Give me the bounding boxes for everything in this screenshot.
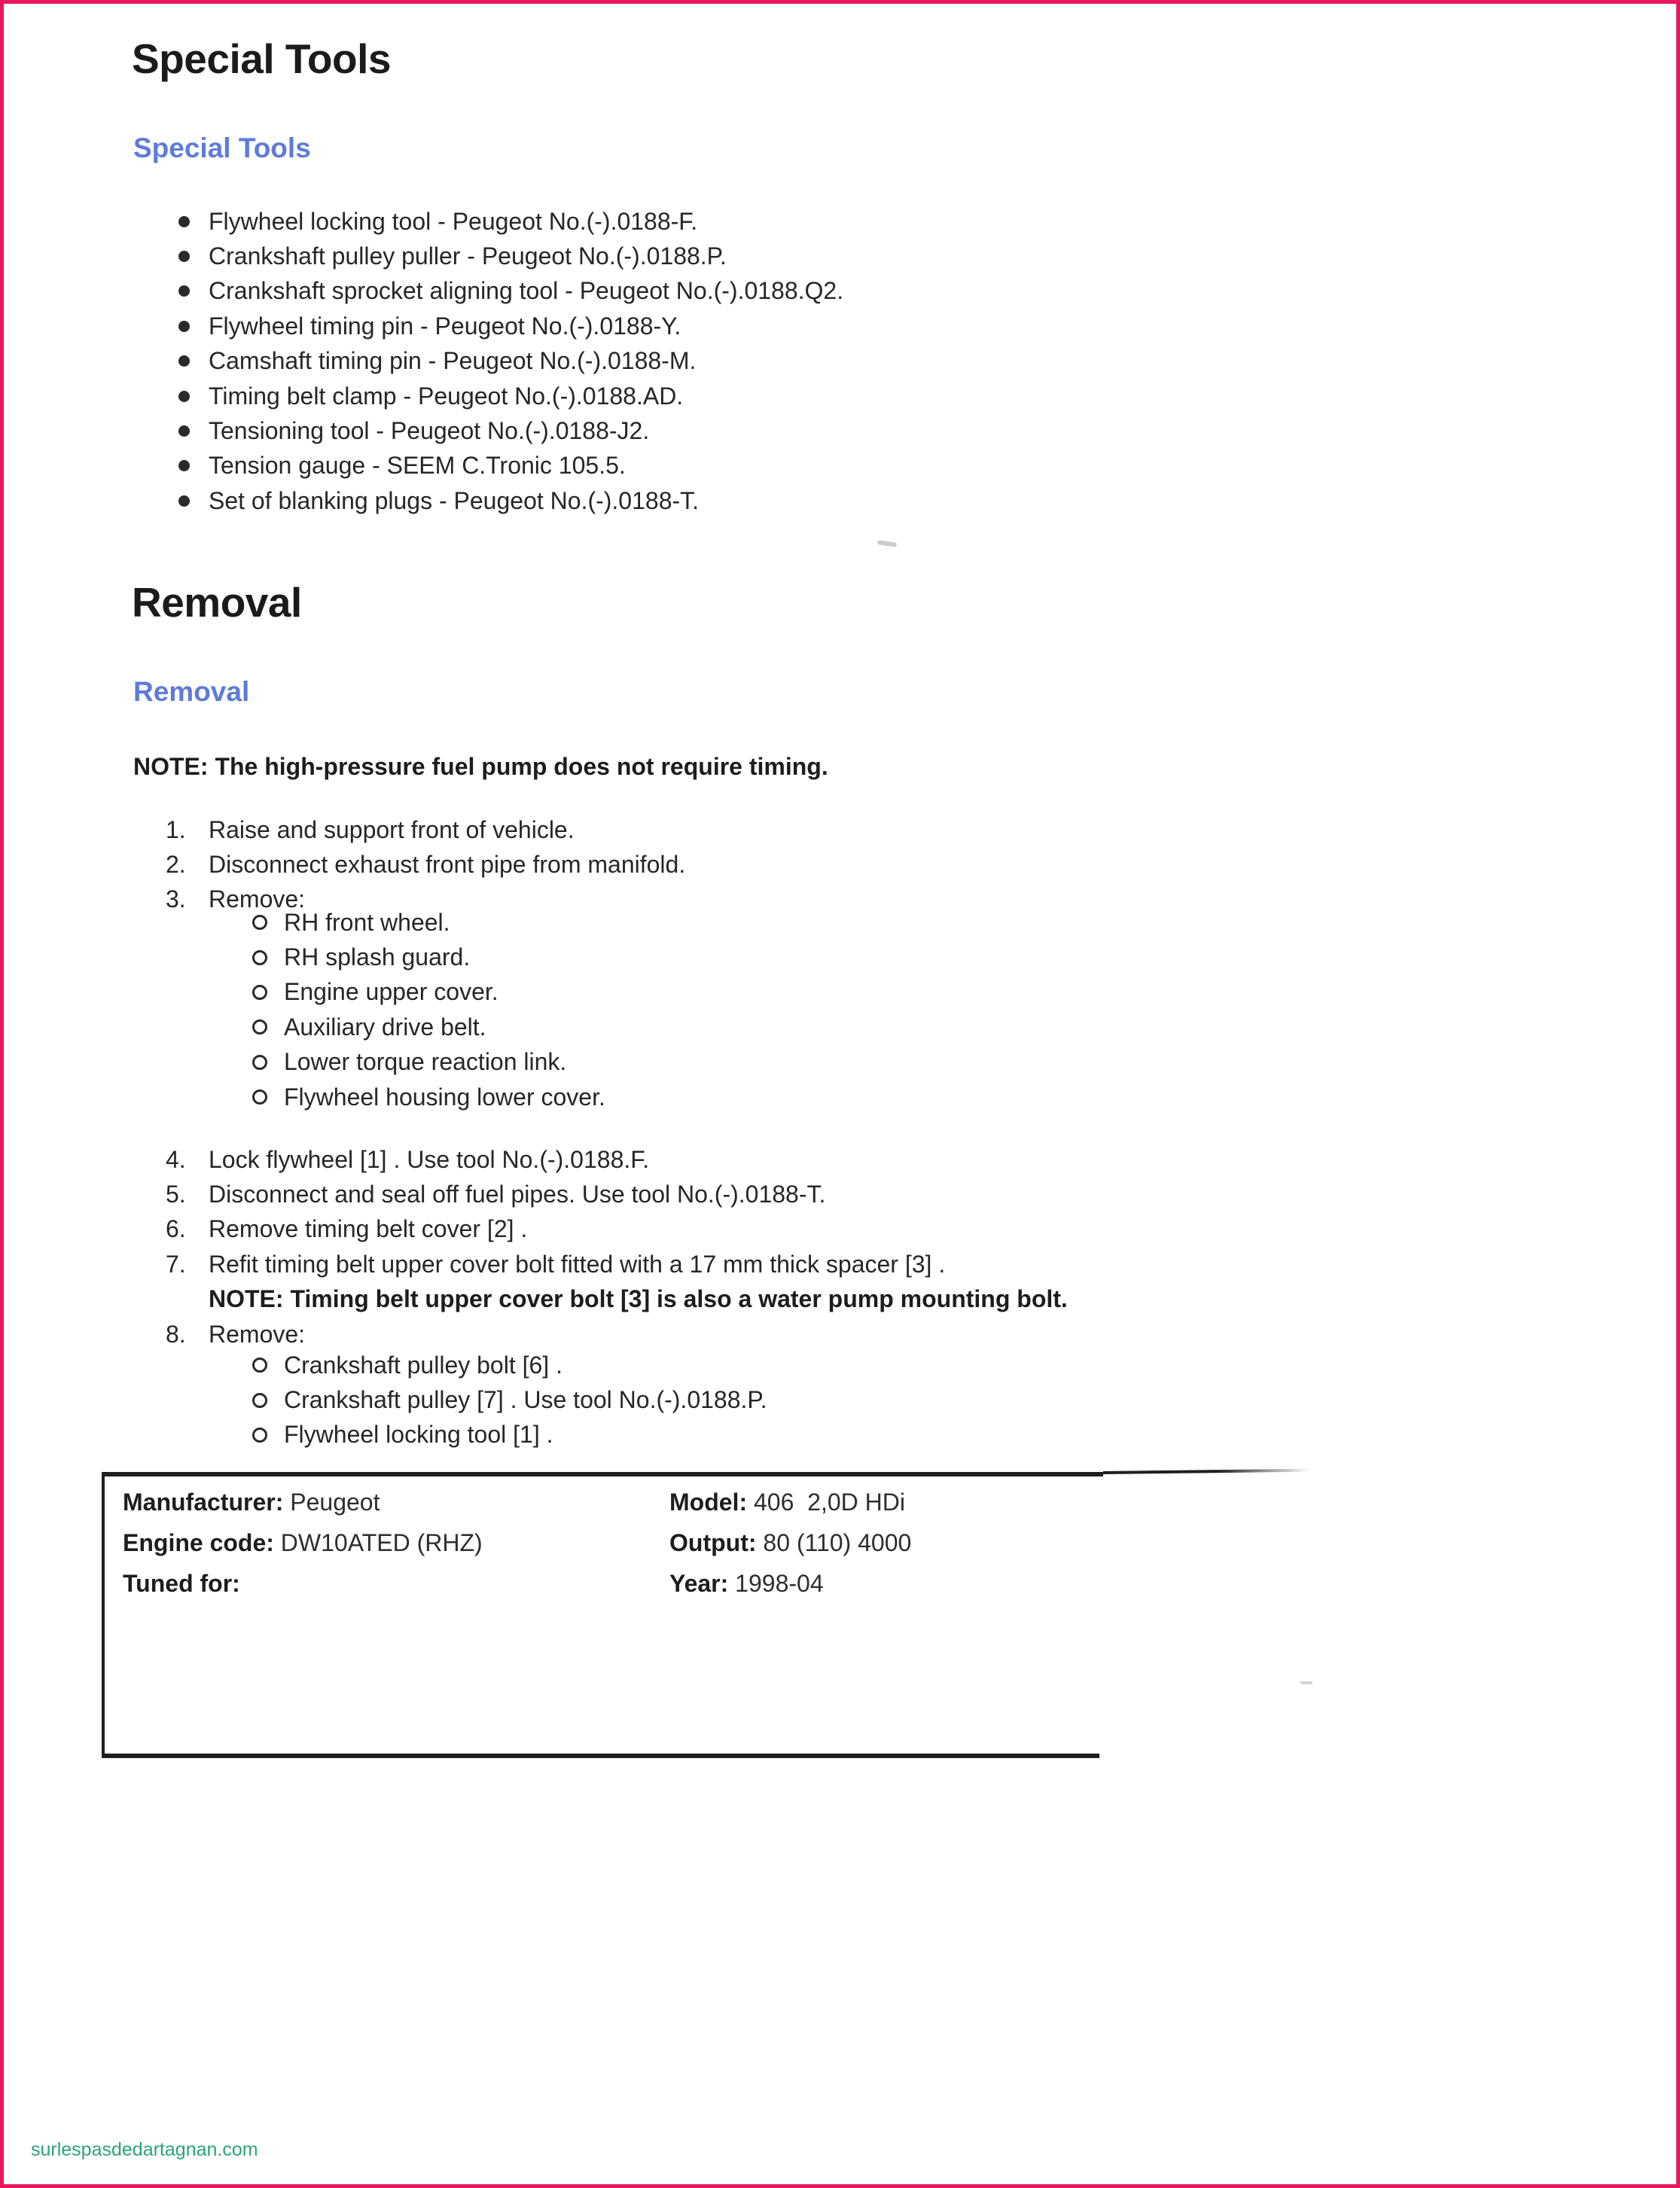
sub-item-text: RH front wheel. <box>284 908 450 936</box>
year-cell <box>669 1570 824 1598</box>
tool-item-text: Timing belt clamp - Peugeot No.(-).0188.AD. <box>209 382 684 410</box>
step-text: Raise and support front of vehicle. <box>209 815 575 843</box>
step-text: Lock flywheel [1] . Use tool No.(-).0188.F. <box>209 1145 650 1173</box>
step-3-sublist <box>252 905 605 1114</box>
step-8-sublist <box>252 1348 767 1452</box>
info-box-border-left <box>102 1472 105 1758</box>
year-label: Year: <box>669 1570 729 1597</box>
removal-note: NOTE: The high-pressure fuel pump does not require timing. <box>133 753 828 780</box>
output-cell <box>669 1529 911 1557</box>
step-item <box>4 1177 1068 1211</box>
step-number: 3. <box>166 885 186 913</box>
step-text: Refit timing belt upper cover bolt fitted with a 17 mm thick spacer [3] . <box>209 1250 946 1278</box>
step-item <box>4 847 685 882</box>
step-text: Remove timing belt cover [2] . <box>209 1215 528 1243</box>
step-number: 1. <box>166 815 186 843</box>
circle-bullet-icon <box>252 950 267 965</box>
info-box-border-top-extension <box>1103 1469 1310 1474</box>
circle-bullet-icon <box>252 985 267 1000</box>
sub-item <box>252 1382 767 1417</box>
bullet-dot-icon <box>178 495 190 507</box>
list-item <box>178 483 843 518</box>
manufacturer-value: Peugeot <box>283 1489 380 1516</box>
list-item <box>178 413 843 448</box>
manufacturer-cell <box>123 1489 380 1516</box>
sub-item-text: Auxiliary drive belt. <box>284 1013 486 1041</box>
circle-bullet-icon <box>252 1428 267 1443</box>
sub-item-text: Engine upper cover. <box>284 978 499 1006</box>
step-item <box>4 812 685 847</box>
sub-item-text: RH splash guard. <box>284 943 471 971</box>
sub-item <box>252 1045 605 1080</box>
list-item <box>178 204 843 239</box>
info-box-border-top <box>102 1472 1103 1476</box>
circle-bullet-icon <box>252 1393 267 1408</box>
bullet-dot-icon <box>178 285 190 297</box>
sub-item-text: Crankshaft pulley bolt [6] . <box>284 1351 563 1379</box>
removal-title: Removal <box>132 579 302 626</box>
step-number: 4. <box>166 1145 186 1173</box>
scan-artifact <box>1300 1681 1313 1684</box>
sub-item <box>252 1418 767 1452</box>
tool-item-text: Crankshaft pulley puller - Peugeot No.(-).0188.P. <box>209 242 727 270</box>
output-value: 80 (110) 4000 <box>756 1529 912 1556</box>
tool-item-text: Set of blanking plugs - Peugeot No.(-).0188-T. <box>209 486 700 514</box>
step-item <box>4 1142 1068 1177</box>
sub-item <box>252 940 605 974</box>
removal-steps-4-8 <box>4 1142 1068 1352</box>
circle-bullet-icon <box>252 1019 267 1035</box>
model-label: Model: <box>669 1489 748 1516</box>
bullet-dot-icon <box>178 216 190 227</box>
bullet-dot-icon <box>178 251 190 262</box>
watermark-url: surlespasdedartagnan.com <box>31 2139 258 2160</box>
tool-item-text: Tensioning tool - Peugeot No.(-).0188-J2. <box>209 417 650 445</box>
sub-item <box>252 975 605 1010</box>
tuned-for-cell <box>123 1570 240 1598</box>
tool-item-text: Crankshaft sprocket aligning tool - Peugeot No.(-).0188.Q2. <box>209 277 844 305</box>
engine-code-cell <box>123 1529 483 1557</box>
tool-item-text: Flywheel locking tool - Peugeot No.(-).0188-F. <box>209 207 698 235</box>
step-text: Disconnect exhaust front pipe from manifold. <box>209 851 686 879</box>
step-7-note <box>4 1282 1068 1317</box>
list-item <box>178 239 843 273</box>
special-tools-title: Special Tools <box>132 35 391 82</box>
circle-bullet-icon <box>252 1055 267 1070</box>
sub-item <box>252 905 605 940</box>
bullet-dot-icon <box>178 355 190 367</box>
year-value: 1998-04 <box>728 1570 824 1597</box>
special-tools-list <box>178 204 843 519</box>
tuned-for-label: Tuned for: <box>123 1570 240 1597</box>
removal-steps-1-3 <box>4 812 685 917</box>
special-tools-subtitle: Special Tools <box>133 133 311 163</box>
step-text: Disconnect and seal off fuel pipes. Use tool No.(-).0188-T. <box>209 1181 826 1208</box>
sub-item-text: Crankshaft pulley [7] . Use tool No.(-).0188.P. <box>284 1386 767 1414</box>
tool-item-text: Flywheel timing pin - Peugeot No.(-).0188-Y. <box>209 312 681 340</box>
step-text: Remove: <box>209 885 306 913</box>
sub-item-text: Flywheel housing lower cover. <box>284 1083 605 1111</box>
step-number: 8. <box>166 1320 186 1348</box>
bullet-dot-icon <box>178 391 190 402</box>
bullet-dot-icon <box>178 425 190 437</box>
removal-subtitle: Removal <box>133 676 250 707</box>
scan-artifact <box>877 540 898 547</box>
step-item <box>4 1317 1068 1352</box>
step-note-text: NOTE: Timing belt upper cover bolt [3] is also a water pump mounting bolt. <box>209 1285 1068 1313</box>
step-number: 5. <box>166 1181 186 1208</box>
tool-item-text: Camshaft timing pin - Peugeot No.(-).0188-M. <box>209 347 697 375</box>
list-item <box>178 274 843 309</box>
list-item <box>178 344 843 379</box>
output-label: Output: <box>669 1529 757 1556</box>
list-item <box>178 379 843 413</box>
engine-code-value: DW10ATED (RHZ) <box>273 1529 483 1556</box>
circle-bullet-icon <box>252 1089 267 1105</box>
model-cell <box>669 1489 905 1516</box>
step-item <box>4 1247 1068 1281</box>
list-item <box>178 449 843 483</box>
step-number: 2. <box>166 851 186 879</box>
step-text: Remove: <box>209 1320 306 1348</box>
tool-item-text: Tension gauge - SEEM C.Tronic 105.5. <box>209 452 626 480</box>
step-number: 6. <box>166 1215 186 1243</box>
info-box-border-bottom <box>102 1754 1099 1758</box>
model-value: 406 2,0D HDi <box>747 1489 905 1516</box>
bullet-dot-icon <box>178 460 190 471</box>
step-number: 7. <box>166 1250 186 1278</box>
sub-item <box>252 1010 605 1044</box>
step-item <box>4 1212 1068 1247</box>
sub-item <box>252 1348 767 1382</box>
sub-item <box>252 1080 605 1114</box>
bullet-dot-icon <box>178 321 190 332</box>
circle-bullet-icon <box>252 915 267 930</box>
sub-item-text: Lower torque reaction link. <box>284 1048 567 1076</box>
manufacturer-label: Manufacturer: <box>123 1489 284 1516</box>
list-item <box>178 309 843 343</box>
sub-item-text: Flywheel locking tool [1] . <box>284 1421 553 1449</box>
engine-code-label: Engine code: <box>123 1529 274 1556</box>
circle-bullet-icon <box>252 1358 267 1373</box>
